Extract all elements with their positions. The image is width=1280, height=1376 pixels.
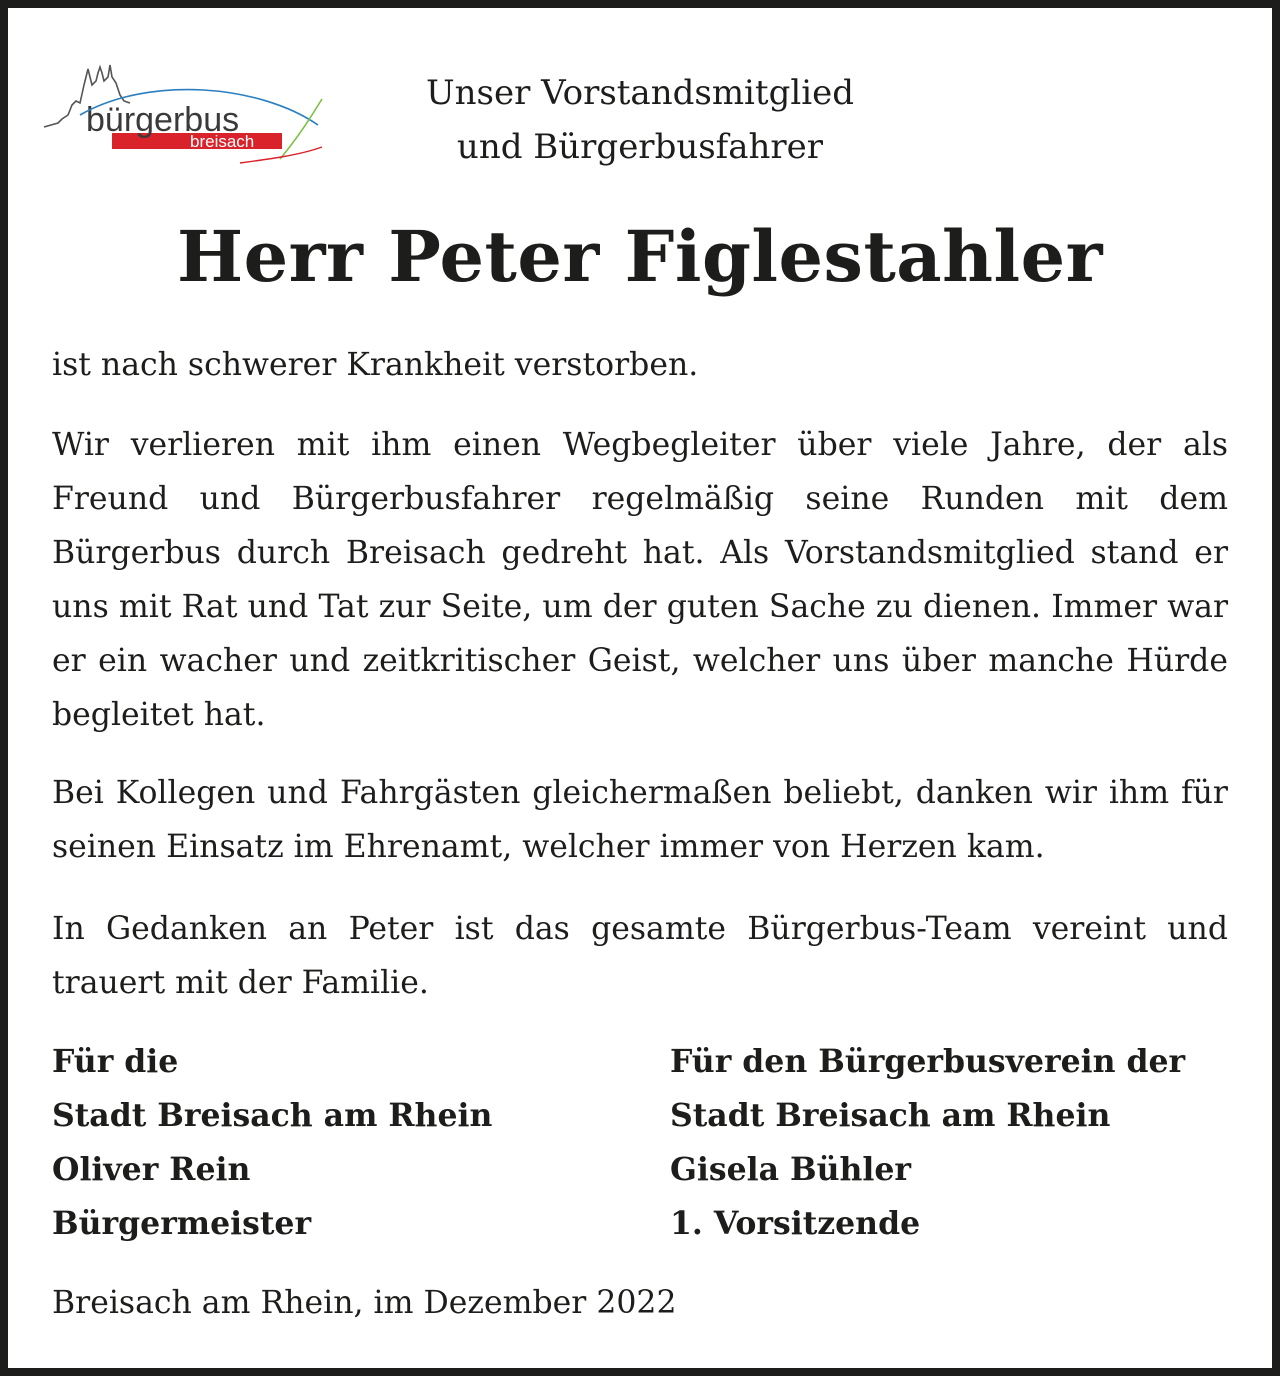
- place-and-date: Breisach am Rhein, im Dezember 2022: [52, 1285, 677, 1321]
- buergerbus-logo-graphic: [40, 55, 330, 165]
- paragraph-tribute: Wir verlieren mit ihm einen Wegbegleiter über viele Jahre, der als Freund und Bürgerbusfahrer regelmäßig seine Runden mit dem Bürgerbus durch Breisach gedreht hat. Als Vorstandsmitglied stand er uns mit Rat und Tat zur Seite, um der guten Sache zu dienen. Immer war er ein wacher und zeitkritischer Geist, welcher uns über manche Hürde begleitet hat.: [52, 427, 1228, 733]
- logo-subword: breisach: [190, 132, 255, 151]
- signature-block-city: [52, 1035, 612, 1251]
- signature-block-association: [670, 1035, 1250, 1251]
- intro-line-2: und Bürgerbusfahrer: [456, 127, 824, 167]
- deceased-name: Herr Peter Figlestahler: [176, 215, 1104, 298]
- paragraph-condolence: In Gedanken an Peter ist das gesamte Bürgerbus-Team vereint und trauert mit der Familie.: [52, 911, 1228, 1001]
- signature-city-line-2: Stadt Breisach am Rhein: [52, 1097, 493, 1134]
- signature-association-line-1: Für den Bürgerbusverein der: [670, 1043, 1186, 1080]
- intro-line-1: Unser Vorstandsmitglied: [425, 73, 854, 113]
- signature-city-name: Oliver Rein: [52, 1151, 251, 1188]
- signature-association-name: Gisela Bühler: [670, 1151, 912, 1188]
- signature-city-role: Bürgermeister: [52, 1205, 312, 1242]
- buergerbus-logo: [40, 55, 330, 165]
- signature-association-line-2: Stadt Breisach am Rhein: [670, 1097, 1111, 1134]
- paragraph-thanks: Bei Kollegen und Fahrgästen gleichermaßen beliebt, danken wir ihm für seinen Einsatz im Ehrenamt, welcher immer von Herzen kam.: [52, 775, 1228, 865]
- logo-wordmark: bürgerbus: [86, 101, 240, 139]
- paragraph-death-notice: ist nach schwerer Krankheit verstorben.: [52, 347, 699, 383]
- signature-city-line-1: Für die: [52, 1043, 179, 1080]
- signature-association-role: 1. Vorsitzende: [670, 1205, 921, 1242]
